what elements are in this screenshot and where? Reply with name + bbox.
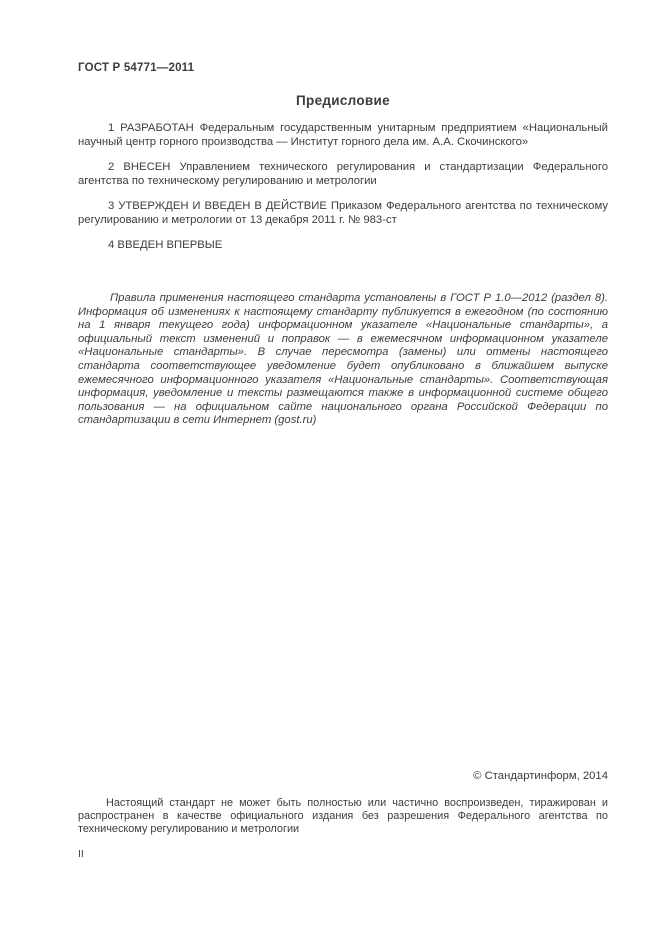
- application-rules-note: Правила применения настоящего стандарта установлены в ГОСТ Р 1.0—2012 (раздел 8). Информация об изменениях к настоящему стандарту публикуется в ежегодном (по состоянию на 1 января текущего года) информационном указателе «Национальные стандарты», а официальный текст изменений и поправок — в ежемесячном информационном указателе «Национальные стандарты». В случае пересмотра (замены) или отмены настоящего стандарта соответствующее уведомление будет опубликовано в ближайшем выпуске ежемесячного информационного указателя «Национальные стандарты». Соответствующая информация, уведомление и тексты размещаются также в информационной системе общего пользования — на официальном сайте национального органа Российской Федерации по стандартизации в сети Интернет (gost.ru): [78, 292, 608, 427]
- page-number: II: [78, 848, 84, 860]
- foreword-item-developed: 1 РАЗРАБОТАН Федеральным государственным унитарным предприятием «Национальный научный центр горного производства — Институт горного дела им. А.А. Скочинского»: [78, 122, 608, 148]
- foreword-item-approved: 3 УТВЕРЖДЕН И ВВЕДЕН В ДЕЙСТВИЕ Приказом Федерального агентства по техническому регулированию и метрологии от 13 декабря 2011 г. № 983-ст: [78, 200, 608, 226]
- document-code: ГОСТ Р 54771—2011: [78, 62, 195, 74]
- foreword-item-submitted: 2 ВНЕСЕН Управлением технического регулирования и стандартизации Федерального агентства по техническому регулированию и метрологии: [78, 161, 608, 187]
- foreword-section: [78, 122, 608, 265]
- distribution-notice: Настоящий стандарт не может быть полностью или частично воспроизведен, тиражирован и распространен в качестве официального издания без разрешения Федерального агентства по техническому регулированию и метрологии: [78, 797, 608, 836]
- foreword-item-first-edition: 4 ВВЕДЕН ВПЕРВЫЕ: [108, 239, 223, 251]
- copyright-notice: © Стандартинформ, 2014: [473, 770, 608, 782]
- page-title: Предисловие: [296, 93, 390, 108]
